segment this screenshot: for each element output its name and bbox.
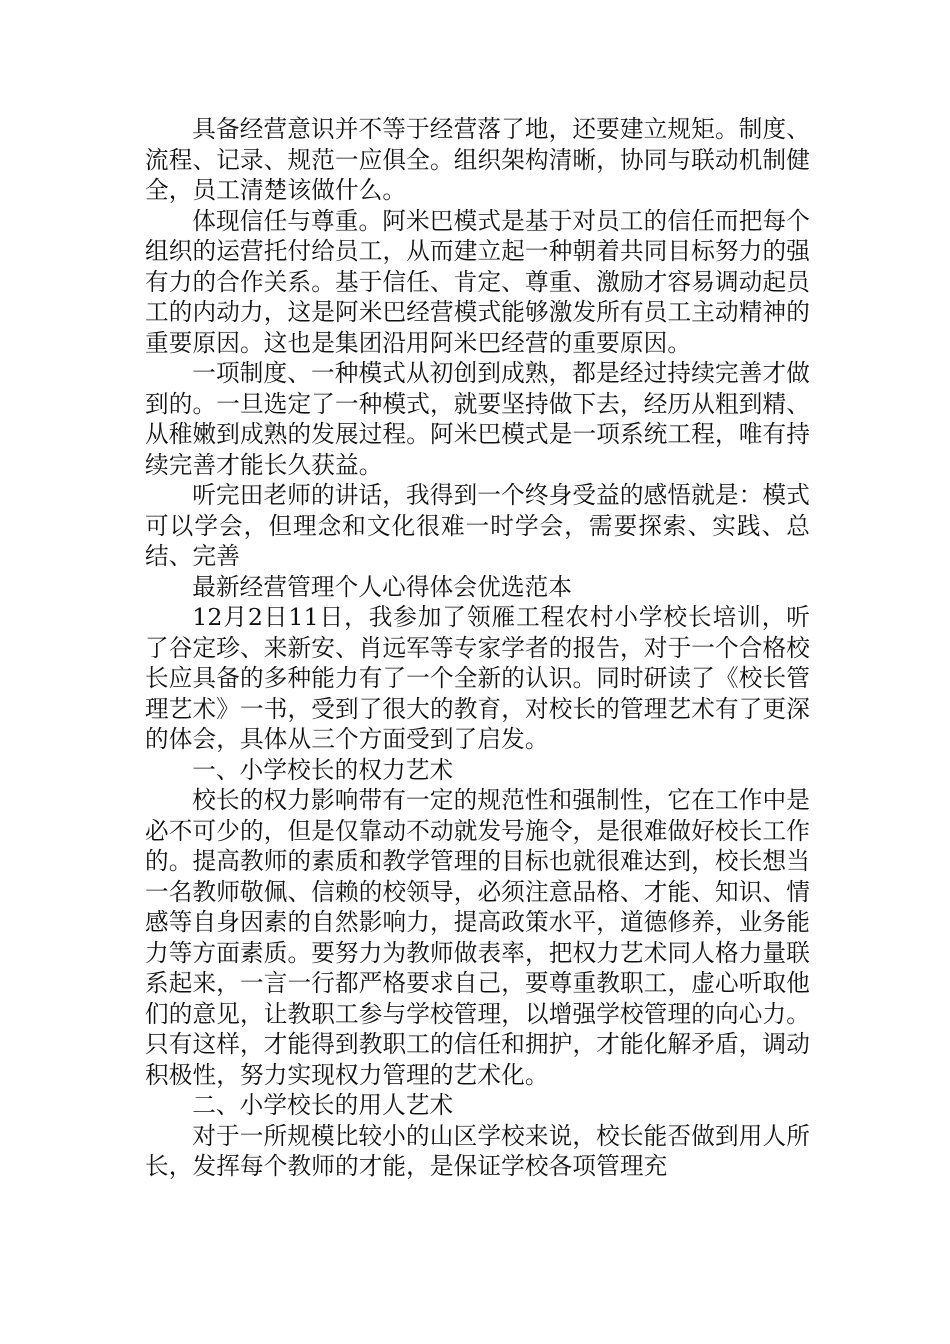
paragraph-insight: 听完田老师的讲话，我得到一个终身受益的感悟就是：模式可以学会，但理念和文化很难一时学会，需要探索、实践、总结、完善 <box>145 481 810 570</box>
paragraph-rules: 具备经营意识并不等于经营落了地，还要建立规矩。制度、流程、记录、规范一应俱全。组织架构清晰，协同与联动机制健全，员工清楚该做什么。 <box>145 115 810 204</box>
paragraph-people-art: 对于一所规模比较小的山区学校来说，校长能否做到用人所长，发挥每个教师的才能，是保证学校各项管理充 <box>145 1121 810 1180</box>
paragraph-training: 12月2日11日，我参加了领雁工程农村小学校长培训，听了谷定珍、来新安、肖远军等专家学者的报告，对于一个合格校长应具备的多种能力有了一个全新的认识。同时研读了《校长管理艺术》一书，受到了很大的教育，对校长的管理艺术有了更深的体会，具体从三个方面受到了启发。 <box>145 603 810 753</box>
document-page <box>145 114 810 1182</box>
heading-power-art: 一、小学校长的权力艺术 <box>192 755 454 784</box>
section-title: 最新经营管理个人心得体会优选范本 <box>192 572 573 601</box>
paragraph-trust: 体现信任与尊重。阿米巴模式是基于对员工的信任而把每个组织的运营托付给员工，从而建立起一种朝着共同目标努力的强有力的合作关系。基于信任、肯定、尊重、激励才容易调动起员工的内动力，这是阿米巴经营模式能够激发所有员工主动精神的重要原因。这也是集团沿用阿米巴经营的重要原因。 <box>145 206 810 357</box>
paragraph-power-art: 校长的权力影响带有一定的规范性和强制性，它在工作中是必不可少的，但是仅靠动不动就发号施令，是很难做好校长工作的。提高教师的素质和教学管理的目标也就很难达到，校长想当一名教师敬佩、信赖的校领导，必须注意品格、才能、知识、情感等自身因素的自然影响力，提高政策水平，道德修养，业务能力等方面素质。要努力为教师做表率，把权力艺术同人格力量联系起来，一言一行都严格要求自己，要尊重教职工，虚心听取他们的意见，让教职工参与学校管理，以增强学校管理的向心力。只有这样，才能得到教职工的信任和拥护，才能化解矛盾，调动积极性，努力实现权力管理的艺术化。 <box>145 786 810 1089</box>
paragraph-improvement: 一项制度、一种模式从初创到成熟，都是经过持续完善才做到的。一旦选定了一种模式，就要坚持做下去，经历从粗到精、从稚嫩到成熟的发展过程。阿米巴模式是一项系统工程，唯有持续完善才能长久获益。 <box>145 359 810 479</box>
heading-people-art: 二、小学校长的用人艺术 <box>192 1091 454 1119</box>
